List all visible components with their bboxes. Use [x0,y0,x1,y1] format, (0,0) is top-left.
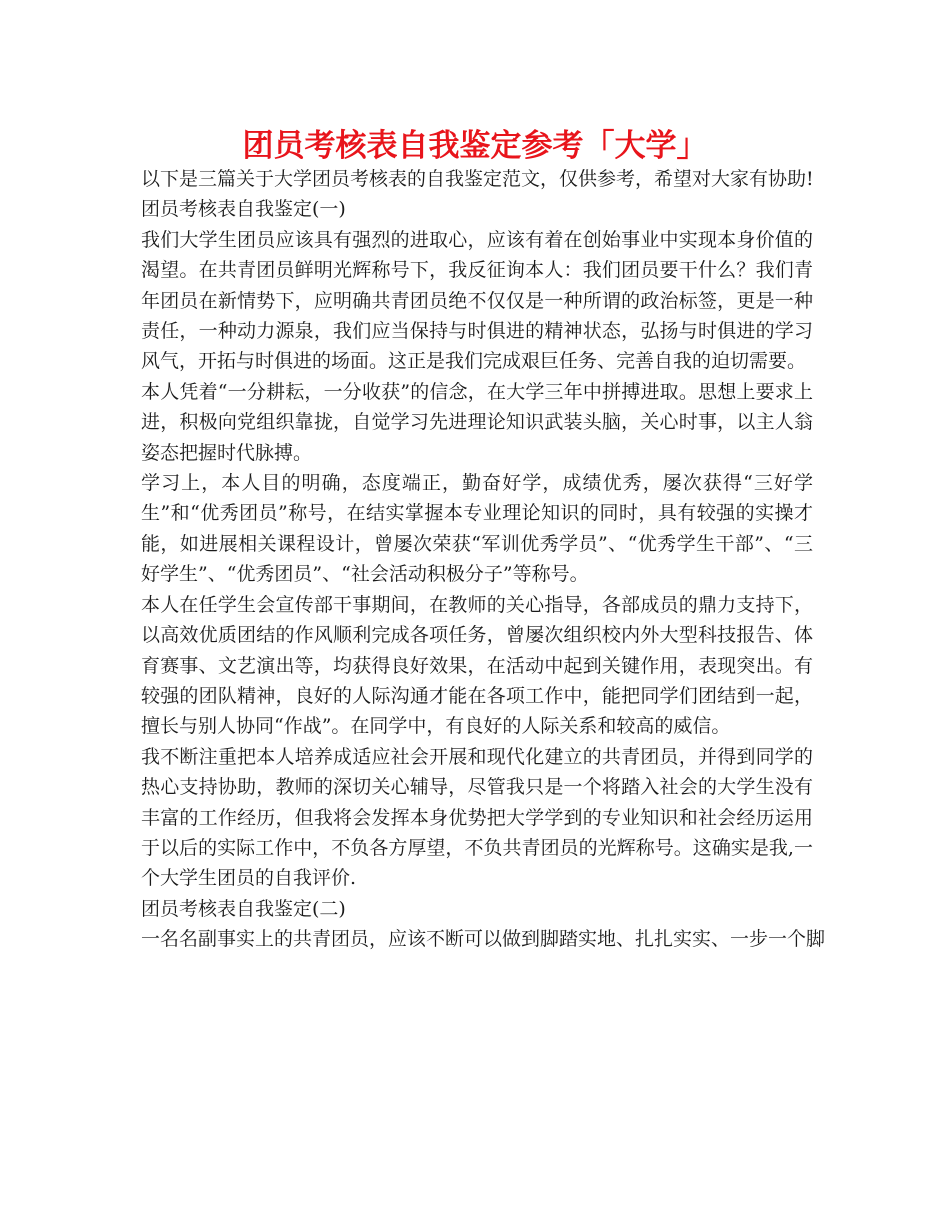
body-paragraph: 本人在任学生会宣传部干事期间，在教师的关心指导，各部成员的鼎力支持下，以高效优质团结的作风顺利完成各项任务，曾屡次组织校内外大型科技报告、体育赛事、文艺演出等，均获得良好效果，在活动中起到关键作用，表现突出。有较强的团队精神，良好的人际沟通才能在各项工作中，能把同学们团结到一起，擅长与别人协同“作战”。在同学中，有良好的人际关系和较高的威信。 [141,593,813,738]
section-heading-1: 团员考核表自我鉴定(一) [141,198,346,221]
body-paragraph: 一名名副事实上的共青团员，应该不断可以做到脚踏实地、扎扎实实、一步一个脚 [141,928,826,951]
section-heading-2: 团员考核表自我鉴定(二) [141,897,346,920]
intro-paragraph: 以下是三篇关于大学团员考核表的自我鉴定范文，仅供参考，希望对大家有协助! [141,168,814,190]
body-paragraph: 本人凭着“一分耕耘，一分收获”的信念，在大学三年中拼搏进取。思想上要求上进，积极向党组织靠拢，自觉学习先进理论知识武装头脑，关心时事，以主人翁姿态把握时代脉搏。 [141,380,813,464]
document-title: 团员考核表自我鉴定参考「大学」 [242,128,708,164]
body-paragraph: 学习上，本人目的明确，态度端正，勤奋好学，成绩优秀，屡次获得“三好学生”和“优秀团员”称号，在结实掌握本专业理论知识的同时，具有较强的实操才能，如进展相关课程设计，曾屡次荣获“军训优秀学员”、“优秀学生干部”、“三好学生”、“优秀团员”、“社会活动积极分子”等称号。 [141,472,813,586]
document-body [141,164,826,955]
body-paragraph: 我们大学生团员应该具有强烈的进取心，应该有着在创始事业中实现本身价值的渴望。在共青团员鲜明光辉称号下，我反征询本人：我们团员要干什么？我们青年团员在新情势下，应明确共青团员绝不仅仅是一种所谓的政治标签，更是一种责任，一种动力源泉，我们应当保持与时俱进的精神状态，弘扬与时俱进的学习风气，开拓与时俱进的场面。这正是我们完成艰巨任务、完善自我的迫切需要。 [141,228,813,373]
body-paragraph: 我不断注重把本人培养成适应社会开展和现代化建立的共青团员，并得到同学的热心支持协助，教师的深切关心辅导，尽管我只是一个将踏入社会的大学生没有丰富的工作经历，但我将会发挥本身优势把大学学到的专业知识和社会经历运用于以后的实际工作中，不负各方厚望，不负共青团员的光辉称号。这确实是我,一个大学生团员的自我评价. [141,745,813,890]
